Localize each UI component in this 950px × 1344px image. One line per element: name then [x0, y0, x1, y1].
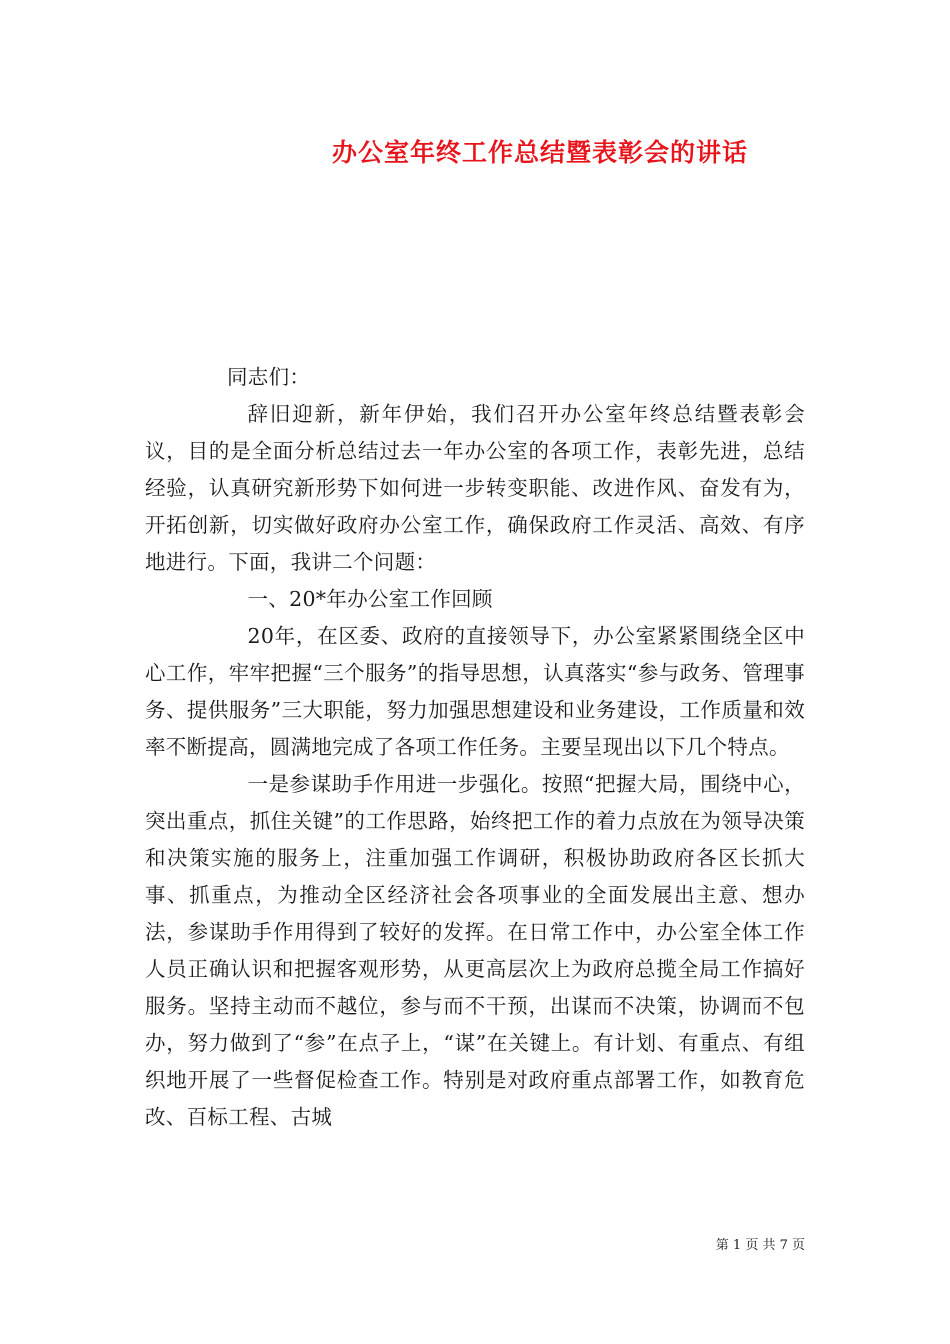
- page-number: 第 1 页 共 7 页: [715, 1238, 805, 1253]
- paragraph-review: 20年，在区委、政府的直接领导下，办公室紧紧围绕全区中心工作，牢牢把握“三个服务”的指导思想，认真落实“参与政务、管理事务、提供服务”三大职能，努力加强思想建设和业务建设，工作质量和效率不断提高，圆满地完成了各项工作任务。主要呈现出以下几个特点。: [145, 624, 805, 759]
- document-title: 办公室年终工作总结暨表彰会的讲话: [331, 138, 748, 167]
- section-heading: 一、20*年办公室工作回顾: [247, 587, 493, 611]
- paragraph-point-one: 一是参谋助手作用进一步强化。按照“把握大局，围绕中心，突出重点，抓住关键”的工作思路，始终把工作的着力点放在为领导决策和决策实施的服务上，注重加强工作调研，积极协助政府各区长抓大事、抓重点，为推动全区经济社会各项事业的全面发展出主意、想办法，参谋助手作用得到了较好的发挥。在日常工作中，办公室全体工作人员正确认识和把握客观形势，从更高层次上为政府总揽全局工作搞好服务。坚持主动而不越位，参与而不干预，出谋而不决策，协调而不包办，努力做到了“参”在点子上，“谋”在关键上。有计划、有重点、有组织地开展了一些督促检查工作。特别是对政府重点部署工作，如教育危改、百标工程、古城: [145, 772, 805, 1129]
- greeting: 同志们：: [227, 365, 311, 389]
- paragraph-intro: 辞旧迎新，新年伊始，我们召开办公室年终总结暨表彰会议，目的是全面分析总结过去一年办公室的各项工作，表彰先进，总结经验，认真研究新形势下如何进一步转变职能、改进作风、奋发有为，开拓创新，切实做好政府办公室工作，确保政府工作灵活、高效、有序地进行。下面，我讲二个问题：: [145, 402, 805, 574]
- document-body: [145, 359, 805, 1136]
